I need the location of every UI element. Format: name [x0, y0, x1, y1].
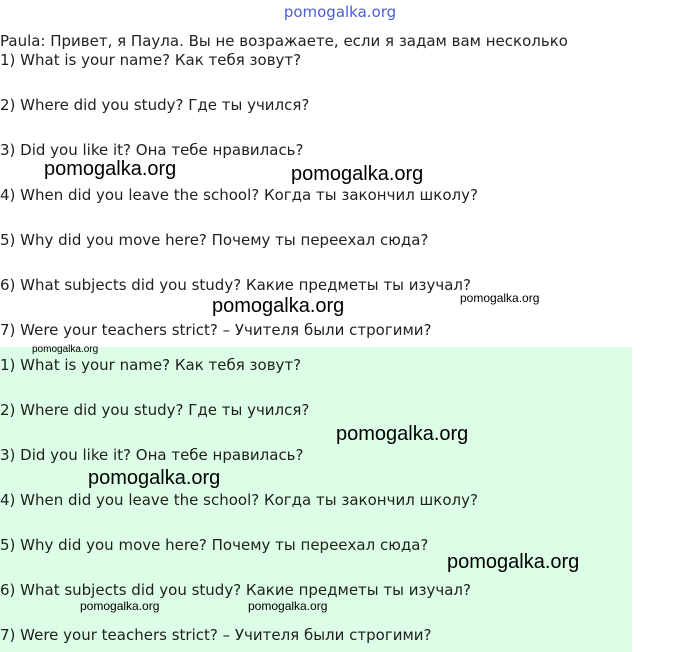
list-item: 5) Why did you move here? Почему ты переехал сюда? [0, 536, 429, 554]
watermark: pomogalka.org [336, 423, 469, 445]
watermark: pomogalka.org [32, 344, 99, 355]
list-item: 4) When did you leave the school? Когда ты закончил школу? [0, 491, 478, 509]
list-item: 1) What is your name? Как тебя зовут? [0, 51, 302, 69]
watermark: pomogalka.org [44, 158, 177, 180]
watermark: pomogalka.org [447, 551, 580, 573]
site-logo-link[interactable]: pomogalka.org [283, 3, 397, 21]
watermark: pomogalka.org [291, 163, 424, 185]
watermark: pomogalka.org [80, 599, 160, 613]
list-item: 4) When did you leave the school? Когда ты закончил школу? [0, 186, 478, 204]
list-item: 6) What subjects did you study? Какие предметы ты изучал? [0, 276, 471, 294]
watermark: pomogalka.org [212, 295, 345, 317]
list-item: 6) What subjects did you study? Какие предметы ты изучал? [0, 581, 471, 599]
list-item: 3) Did you like it? Она тебе нравилась? [0, 141, 304, 159]
watermark: pomogalka.org [460, 291, 540, 305]
list-item: 5) Why did you move here? Почему ты переехал сюда? [0, 231, 429, 249]
watermark: pomogalka.org [88, 467, 221, 489]
list-item: 3) Did you like it? Она тебе нравилась? [0, 446, 304, 464]
watermark: pomogalka.org [248, 599, 328, 613]
site-header [0, 0, 680, 30]
list-item: 2) Where did you study? Где ты учился? [0, 401, 310, 419]
list-item: 1) What is your name? Как тебя зовут? [0, 356, 302, 374]
list-item: 7) Were your teachers strict? – Учителя были строгими? [0, 321, 432, 339]
list-item: 7) Were your teachers strict? – Учителя были строгими? [0, 626, 432, 644]
list-item: 2) Where did you study? Где ты учился? [0, 96, 310, 114]
partially-hidden-text: Paula: Привет, я Паула. Вы не возражаете, если я задам вам несколько [0, 32, 568, 50]
